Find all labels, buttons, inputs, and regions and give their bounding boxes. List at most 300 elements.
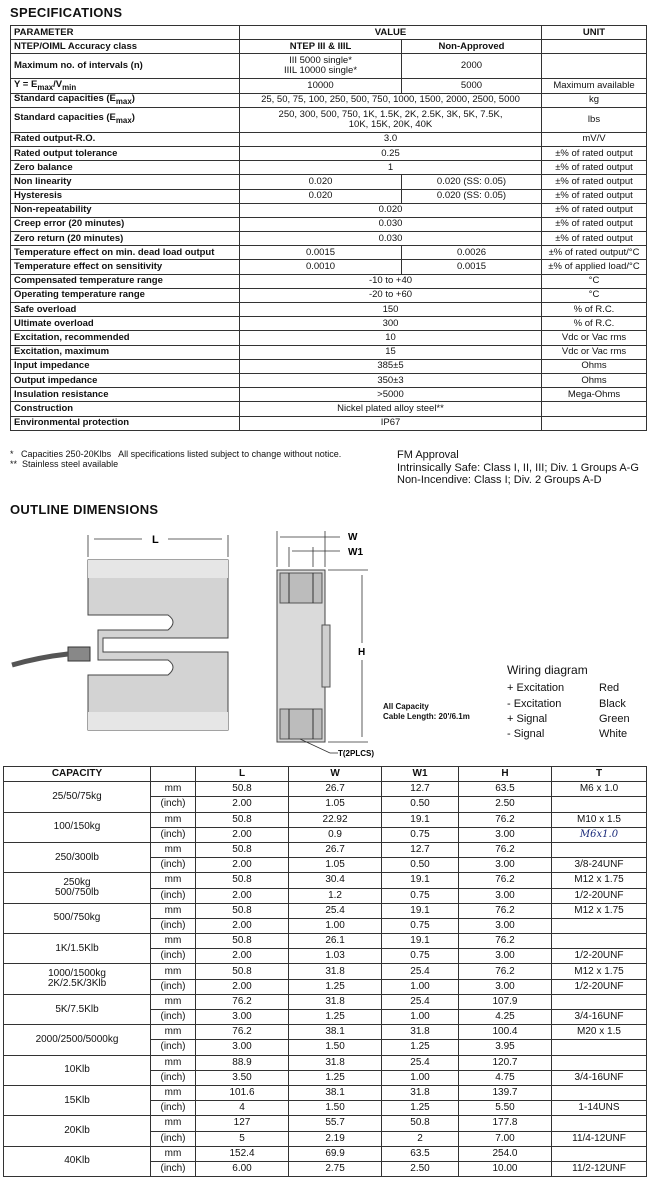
dims-unit-mm: mm	[151, 1055, 196, 1070]
dims-capacity-cell	[4, 994, 151, 1024]
spec-split-row-label: Temperature effect on sensitivity	[11, 260, 240, 274]
spec-row-label: Construction	[11, 402, 240, 416]
spec-row-value: 0.030	[240, 217, 542, 231]
dims-capacity: 250/300lb	[55, 851, 99, 863]
dims-w-mm: 31.8	[289, 964, 382, 979]
spec-row-value: 0.020	[240, 203, 542, 217]
wiring-row	[507, 697, 630, 712]
dims-row-mm	[4, 964, 647, 979]
dims-w1-inch: 1.00	[382, 979, 459, 994]
spec-row	[11, 132, 647, 146]
dims-h-inch: 4.75	[458, 1070, 551, 1085]
dims-l-mm: 88.9	[196, 1055, 289, 1070]
dims-h-mm: 100.4	[458, 1025, 551, 1040]
dims-capacity-cell	[4, 903, 151, 933]
dims-l-mm: 50.8	[196, 842, 289, 857]
cable-and-gland	[12, 647, 90, 665]
spec-split-row	[11, 175, 647, 189]
dims-w-mm: 31.8	[289, 1055, 382, 1070]
spec-row-unit: ±% of rated output	[542, 203, 647, 217]
spec-row	[11, 146, 647, 160]
cap-kg-unit: kg	[542, 93, 647, 107]
dims-t-mm: M12 x 1.75	[552, 873, 647, 888]
footnote-2-mark: **	[10, 459, 18, 469]
dims-row-mm	[4, 1025, 647, 1040]
dims-l-inch: 3.00	[196, 1040, 289, 1055]
dims-t-inch: 1-14UNS	[552, 1101, 647, 1116]
wiring-signal: - Signal	[507, 728, 545, 741]
dims-l-inch: 2.00	[196, 918, 289, 933]
dims-w-inch: 0.9	[289, 827, 382, 842]
dims-w1-inch: 0.50	[382, 858, 459, 873]
dims-header-h: H	[458, 767, 551, 782]
dims-t-inch	[552, 918, 647, 933]
dims-unit-inch: (inch)	[151, 949, 196, 964]
spec-row-unit: Mega-Ohms	[542, 388, 647, 402]
spec-row-unit: % of R.C.	[542, 303, 647, 317]
spec-row-unit: Vdc or Vac rms	[542, 331, 647, 345]
fm-approval-block	[397, 449, 639, 487]
y-label-sub-min: min	[62, 82, 77, 92]
cap-kg-label-suffix: )	[131, 92, 135, 104]
cable-note-line1: All Capacity	[383, 702, 429, 711]
dims-l-mm: 76.2	[196, 1025, 289, 1040]
dims-unit-inch: (inch)	[151, 1040, 196, 1055]
header-value: VALUE	[240, 26, 542, 40]
dims-l-inch: 2.00	[196, 827, 289, 842]
dims-t-mm	[552, 934, 647, 949]
dims-w1-mm: 12.7	[382, 842, 459, 857]
dims-row-mm	[4, 994, 647, 1009]
dimension-w	[277, 531, 340, 567]
footnote-1-mark: *	[10, 449, 14, 459]
spec-split-row-non-approved: 0.0026	[402, 246, 542, 260]
cap-lbs-label-suffix: )	[131, 112, 135, 124]
dims-w-inch: 1.03	[289, 949, 382, 964]
dims-l-mm: 50.8	[196, 873, 289, 888]
dims-h-mm: 63.5	[458, 782, 551, 797]
spec-y-row	[11, 79, 647, 93]
footnote-1-text: Capacities 250-20Klbs	[21, 449, 112, 459]
dims-t-mm	[552, 1146, 647, 1161]
dims-h-inch: 3.00	[458, 827, 551, 842]
wiring-color: Green	[599, 712, 630, 725]
dims-capacity: 25/50/75kg	[52, 790, 102, 802]
dims-w-inch: 1.00	[289, 918, 382, 933]
accuracy-label: NTEP/OIML Accuracy class	[11, 40, 240, 54]
dims-h-mm: 76.2	[458, 873, 551, 888]
wiring-signal: - Excitation	[507, 697, 562, 710]
dims-unit-mm: mm	[151, 1085, 196, 1100]
dims-w1-inch: 1.00	[382, 1070, 459, 1085]
spec-split-row-unit: ±% of rated output	[542, 175, 647, 189]
spec-footnotes	[10, 449, 341, 469]
dims-h-inch: 4.25	[458, 1010, 551, 1025]
spec-row-unit: ±% of rated output	[542, 217, 647, 231]
dims-w1-inch: 0.75	[382, 888, 459, 903]
spec-row	[11, 373, 647, 387]
dims-h-inch: 5.50	[458, 1101, 551, 1116]
header-unit: UNIT	[542, 26, 647, 40]
dims-unit-mm: mm	[151, 903, 196, 918]
dims-unit-inch: (inch)	[151, 979, 196, 994]
spec-row-value: 15	[240, 345, 542, 359]
dims-w1-mm: 12.7	[382, 782, 459, 797]
dims-t-mm	[552, 1116, 647, 1131]
spec-row	[11, 217, 647, 231]
dims-h-mm: 76.2	[458, 842, 551, 857]
dims-h-inch: 3.00	[458, 918, 551, 933]
dims-w1-mm: 50.8	[382, 1116, 459, 1131]
dims-h-inch: 3.95	[458, 1040, 551, 1055]
spec-intervals-row	[11, 54, 647, 79]
accuracy-non-approved: Non-Approved	[402, 40, 542, 54]
dims-w-mm: 22.92	[289, 812, 382, 827]
spec-split-row-unit: ±% of rated output	[542, 189, 647, 203]
spec-row-value: >5000	[240, 388, 542, 402]
dims-w-mm: 26.7	[289, 782, 382, 797]
dims-h-mm: 107.9	[458, 994, 551, 1009]
cap-lbs-value	[240, 107, 542, 132]
dims-h-mm: 139.7	[458, 1085, 551, 1100]
wiring-color: Black	[599, 697, 626, 710]
cap-lbs-unit: lbs	[542, 107, 647, 132]
dims-capacity-cell	[4, 964, 151, 994]
dims-l-inch: 2.00	[196, 949, 289, 964]
dims-h-inch: 3.00	[458, 858, 551, 873]
spec-row-value: 150	[240, 303, 542, 317]
dims-t-mm	[552, 842, 647, 857]
dims-t-inch: M6x1.0	[552, 827, 647, 842]
dims-t-inch: 3/4-16UNF	[552, 1070, 647, 1085]
spec-row-value: 1	[240, 161, 542, 175]
dims-unit-inch: (inch)	[151, 797, 196, 812]
cap-kg-label	[11, 93, 240, 107]
spec-row-label: Operating temperature range	[11, 288, 240, 302]
y-unit: Maximum available	[542, 79, 647, 93]
spec-row	[11, 161, 647, 175]
dims-row-mm	[4, 1116, 647, 1131]
s-beam-front-view	[88, 560, 228, 730]
dims-capacity-secondary: 2K/2.5K/3Klb	[47, 978, 107, 990]
spec-capacities-kg-row	[11, 93, 647, 107]
spec-row-value: 300	[240, 317, 542, 331]
dims-l-mm: 50.8	[196, 812, 289, 827]
spec-row-label: Compensated temperature range	[11, 274, 240, 288]
spec-row	[11, 274, 647, 288]
spec-row-label: Safe overload	[11, 303, 240, 317]
spec-row-unit	[542, 402, 647, 416]
spec-row-label: Zero return (20 minutes)	[11, 232, 240, 246]
spec-split-row-non-approved: 0.020 (SS: 0.05)	[402, 175, 542, 189]
dims-w1-mm: 19.1	[382, 812, 459, 827]
dims-w1-mm: 19.1	[382, 903, 459, 918]
header-parameter: PARAMETER	[11, 26, 240, 40]
dims-w1-mm: 63.5	[382, 1146, 459, 1161]
spec-row-unit: Ohms	[542, 359, 647, 373]
dims-row-mm	[4, 1055, 647, 1070]
dims-capacity-secondary: 500/750lb	[55, 887, 99, 898]
wiring-diagram	[507, 663, 630, 742]
spec-row-value: -20 to +60	[240, 288, 542, 302]
dims-capacity-cell	[4, 782, 151, 812]
dims-w1-inch: 0.75	[382, 918, 459, 933]
spec-row-label: Output impedance	[11, 373, 240, 387]
dims-unit-inch: (inch)	[151, 827, 196, 842]
spec-split-row-ntep: 0.0010	[240, 260, 402, 274]
dims-capacity-cell	[4, 842, 151, 872]
spec-row-unit: ±% of rated output	[542, 161, 647, 175]
outline-dimensions-heading: OUTLINE DIMENSIONS	[10, 502, 159, 517]
dims-l-inch: 4	[196, 1101, 289, 1116]
dims-l-mm: 127	[196, 1116, 289, 1131]
spec-row-value: IP67	[240, 416, 542, 430]
dims-l-inch: 3.50	[196, 1070, 289, 1085]
dims-row-mm	[4, 873, 647, 888]
dims-header-t: T	[552, 767, 647, 782]
dims-w-inch: 1.50	[289, 1040, 382, 1055]
spec-row-value: 10	[240, 331, 542, 345]
dims-header-l: L	[196, 767, 289, 782]
dims-row-mm	[4, 842, 647, 857]
spec-split-row-ntep: 0.020	[240, 175, 402, 189]
intervals-non-approved: 2000	[402, 54, 542, 79]
dims-h-mm: 76.2	[458, 903, 551, 918]
spec-row-value: Nickel plated alloy steel**	[240, 402, 542, 416]
cap-kg-label-prefix: Standard capacities (E	[14, 92, 116, 104]
dims-t-mm: M12 x 1.75	[552, 903, 647, 918]
cap-lbs-label-prefix: Standard capacities (E	[14, 112, 116, 124]
cap-lbs-label-sub: max	[115, 116, 132, 126]
spec-row-value: 0.25	[240, 146, 542, 160]
dims-capacity: 1K/1.5Klb	[55, 942, 99, 954]
dims-capacity-cell	[4, 873, 151, 903]
dims-t-inch	[552, 1040, 647, 1055]
dims-h-inch: 3.00	[458, 979, 551, 994]
spec-row-label: Rated output tolerance	[11, 146, 240, 160]
dims-header-row	[4, 767, 647, 782]
wiring-signal: + Excitation	[507, 682, 565, 695]
dims-h-inch: 2.50	[458, 797, 551, 812]
s-beam-side-view	[277, 570, 330, 742]
dims-w1-mm: 31.8	[382, 1085, 459, 1100]
dims-w-mm: 25.4	[289, 903, 382, 918]
spec-row-label: Environmental protection	[11, 416, 240, 430]
dims-capacity-cell	[4, 1116, 151, 1146]
dims-h-mm: 76.2	[458, 812, 551, 827]
cap-kg-value: 25, 50, 75, 100, 250, 500, 750, 1000, 1500, 2000, 2500, 5000	[240, 93, 542, 107]
dims-h-inch: 7.00	[458, 1131, 551, 1146]
dims-w1-inch: 1.25	[382, 1101, 459, 1116]
spec-row-label: Insulation resistance	[11, 388, 240, 402]
dims-l-inch: 2.00	[196, 858, 289, 873]
dims-l-mm: 50.8	[196, 934, 289, 949]
spec-split-row-unit: ±% of applied load/°C	[542, 260, 647, 274]
spec-row-unit: ±% of rated output	[542, 146, 647, 160]
dims-l-mm: 76.2	[196, 994, 289, 1009]
dims-capacity: 500/750kg	[53, 912, 101, 924]
dims-capacity-cell	[4, 1025, 151, 1055]
dims-unit-inch: (inch)	[151, 1131, 196, 1146]
dims-unit-mm: mm	[151, 873, 196, 888]
dims-capacity-cell	[4, 1146, 151, 1176]
spec-row-label: Excitation, maximum	[11, 345, 240, 359]
dims-t-mm: M10 x 1.5	[552, 812, 647, 827]
spec-row	[11, 402, 647, 416]
spec-row	[11, 388, 647, 402]
spec-row	[11, 345, 647, 359]
dims-w-mm: 69.9	[289, 1146, 382, 1161]
dims-w-inch: 1.25	[289, 979, 382, 994]
spec-row-unit: °C	[542, 288, 647, 302]
spec-split-row	[11, 260, 647, 274]
dims-capacity: 10Klb	[64, 1064, 90, 1076]
spec-row-label: Non-repeatability	[11, 203, 240, 217]
wiring-row	[507, 712, 630, 727]
spec-row-unit: % of R.C.	[542, 317, 647, 331]
dims-unit-inch: (inch)	[151, 1010, 196, 1025]
spec-split-row-label: Temperature effect on min. dead load output	[11, 246, 240, 260]
y-ntep: 10000	[240, 79, 402, 93]
dims-t-inch: 11/2-12UNF	[552, 1161, 647, 1176]
intervals-unit	[542, 54, 647, 79]
intervals-ntep-line2: IIIL 10000 single*	[283, 65, 358, 77]
footnote-change-notice: All specifications listed subject to change without notice.	[118, 449, 342, 459]
dims-unit-mm: mm	[151, 1116, 196, 1131]
spec-row-value: 3.0	[240, 132, 542, 146]
spec-accuracy-row	[11, 40, 647, 54]
wiring-row	[507, 727, 630, 742]
intervals-ntep-line1: III 5000 single*	[289, 55, 352, 67]
dims-header-capacity: CAPACITY	[4, 767, 151, 782]
spec-split-row-ntep: 0.0015	[240, 246, 402, 260]
specifications-table	[10, 25, 647, 431]
dims-w1-mm: 31.8	[382, 1025, 459, 1040]
fm-non-incendive: Non-Incendive: Class I; Div. 2 Groups A-D	[397, 474, 602, 486]
accuracy-ntep: NTEP III & IIIL	[240, 40, 402, 54]
wiring-color: Red	[599, 682, 620, 695]
dims-capacity-cell	[4, 1085, 151, 1115]
dimension-h-label: H	[358, 647, 366, 658]
dims-l-mm: 50.8	[196, 782, 289, 797]
dims-capacity: 40Klb	[64, 1155, 90, 1167]
spec-split-row-label: Hysteresis	[11, 189, 240, 203]
dims-w1-mm: 25.4	[382, 964, 459, 979]
footnote-2	[10, 459, 341, 469]
dims-t-inch: 3/8-24UNF	[552, 858, 647, 873]
fm-intrinsically-safe: Intrinsically Safe: Class I, II, III; Div. 1 Groups A-G	[397, 461, 639, 474]
dims-w1-inch: 0.75	[382, 827, 459, 842]
cap-lbs-label	[11, 107, 240, 132]
dims-unit-inch: (inch)	[151, 1101, 196, 1116]
dims-w1-mm: 19.1	[382, 934, 459, 949]
dims-w1-mm: 19.1	[382, 873, 459, 888]
dims-capacity-cell	[4, 1055, 151, 1085]
cap-lbs-line2: 10K, 15K, 20K, 40K	[348, 118, 433, 130]
dims-row-mm	[4, 782, 647, 797]
dims-row-mm	[4, 1146, 647, 1161]
dims-unit-mm: mm	[151, 1025, 196, 1040]
specifications-heading: SPECIFICATIONS	[10, 5, 123, 20]
spec-split-row-non-approved: 0.0015	[402, 260, 542, 274]
dims-capacity: 20Klb	[64, 1125, 90, 1136]
dims-header-w1: W1	[382, 767, 459, 782]
dims-w-inch: 1.25	[289, 1070, 382, 1085]
intervals-ntep	[240, 54, 402, 79]
dims-l-mm: 50.8	[196, 903, 289, 918]
dims-l-inch: 2.00	[196, 888, 289, 903]
spec-row-label: Input impedance	[11, 359, 240, 373]
spec-split-row-ntep: 0.020	[240, 189, 402, 203]
spec-row	[11, 317, 647, 331]
dims-h-mm: 177.8	[458, 1116, 551, 1131]
spec-row-unit: Vdc or Vac rms	[542, 345, 647, 359]
dims-header-unit	[151, 767, 196, 782]
dims-h-mm: 76.2	[458, 934, 551, 949]
spec-split-row	[11, 246, 647, 260]
cable-note	[383, 702, 470, 722]
dims-w-mm: 30.4	[289, 873, 382, 888]
dims-w1-inch: 1.00	[382, 1010, 459, 1025]
footnote-2-text: Stainless steel available	[22, 459, 119, 469]
dims-capacity: 5K/7.5Klb	[55, 1003, 99, 1015]
dims-l-inch: 5	[196, 1131, 289, 1146]
fm-approval-title: FM Approval	[397, 449, 459, 461]
dimension-t-label: T(2PLCS)	[338, 749, 374, 758]
y-label-prefix: Y = E	[14, 78, 38, 90]
footnote-1	[10, 449, 341, 459]
dims-l-inch: 2.00	[196, 797, 289, 812]
dims-l-mm: 50.8	[196, 964, 289, 979]
dims-row-mm	[4, 812, 647, 827]
wiring-rows	[507, 681, 630, 742]
wiring-color: White	[599, 728, 628, 741]
dims-t-inch: 11/4-12UNF	[552, 1131, 647, 1146]
dims-h-inch: 10.00	[458, 1161, 551, 1176]
dims-h-mm: 120.7	[458, 1055, 551, 1070]
dims-t-mm	[552, 994, 647, 1009]
spec-row	[11, 303, 647, 317]
y-label-mid: /V	[53, 78, 63, 90]
spec-row-label: Creep error (20 minutes)	[11, 217, 240, 231]
dims-unit-mm: mm	[151, 994, 196, 1009]
dims-unit-mm: mm	[151, 964, 196, 979]
dims-w-mm: 55.7	[289, 1116, 382, 1131]
dims-t-mm: M6 x 1.0	[552, 782, 647, 797]
spec-row-label: Rated output-R.O.	[11, 132, 240, 146]
dims-t-inch: 1/2-20UNF	[552, 979, 647, 994]
intervals-label: Maximum no. of intervals (n)	[11, 54, 240, 79]
dims-w-mm: 26.1	[289, 934, 382, 949]
dims-h-inch: 3.00	[458, 949, 551, 964]
dims-w-mm: 38.1	[289, 1025, 382, 1040]
spec-capacities-lbs-row	[11, 107, 647, 132]
dims-unit-inch: (inch)	[151, 858, 196, 873]
spec-row-value: 385±5	[240, 359, 542, 373]
wiring-row	[507, 681, 630, 696]
dims-w1-inch: 0.75	[382, 949, 459, 964]
dims-w1-mm: 25.4	[382, 1055, 459, 1070]
spec-row	[11, 359, 647, 373]
dims-w1-inch: 2	[382, 1131, 459, 1146]
dims-header-w: W	[289, 767, 382, 782]
spec-row-value: -10 to +40	[240, 274, 542, 288]
dims-w1-inch: 1.25	[382, 1040, 459, 1055]
wiring-title: Wiring diagram	[507, 663, 588, 677]
wiring-signal: + Signal	[507, 712, 548, 725]
dims-unit-mm: mm	[151, 812, 196, 827]
spec-split-row-label: Non linearity	[11, 175, 240, 189]
